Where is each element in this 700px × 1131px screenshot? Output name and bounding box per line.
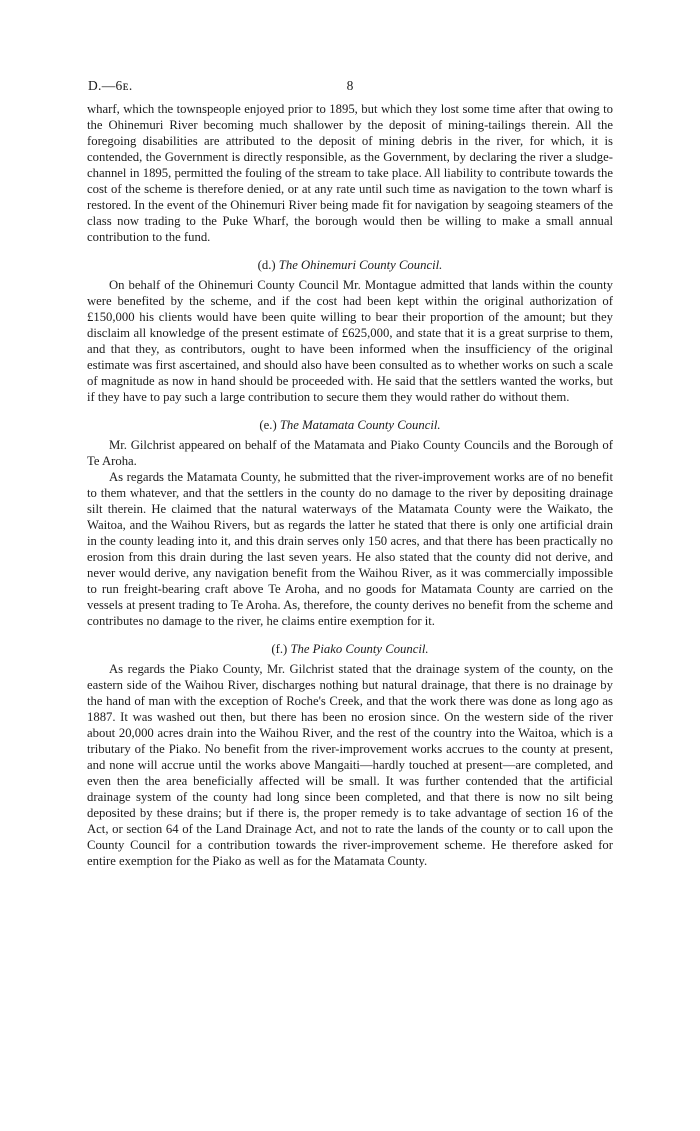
- document-code: D.—6ᴇ.: [88, 78, 133, 93]
- paragraph-ohinemuri: On behalf of the Ohinemuri County Council Mr. Montague admitted that lands within the county were benefited by the scheme, and if the cost had been kept within the original authorization of £150,000 his clients would have been quite willing to bear their proportion of the amount; but they disclaim all knowledge of the present estimate of £625,000, and state that it is a great surprise to them, and that they, as contributors, ought to have been informed when the insufficiency of the original estimate was first ascertained, and should also have been consulted as to whether works on such a scale of magnitude as now in hand should be proceeded with. He said that the settlers wanted the works, but if they have to pay such a large contribution to secure them they would rather do without them.: [87, 278, 613, 404]
- section-heading-ohinemuri: [87, 257, 613, 273]
- page-number: 8: [346, 78, 354, 93]
- section-label: (d.): [257, 258, 276, 272]
- page-header: [88, 78, 612, 96]
- section-heading-matamata: [87, 417, 613, 433]
- section-title: The Ohinemuri County Council.: [278, 258, 443, 272]
- paragraph-intro: wharf, which the townspeople enjoyed prior to 1895, but which they lost some time after that owing to the Ohinemuri River becoming much shallower by the deposit of mining-tailings therein. All the foregoing disabilities are attributed to the deposit of mining debris in the river, for which, it is contended, the Government is directly responsible, as the Government, by declaring the river a sludge-channel in 1895, permitted the fouling of the stream to take place. All liability to contribute towards the cost of the scheme is therefore denied, or at any rate until such time as navigation to the town wharf is restored. In the event of the Ohinemuri River being made fit for navigation by seagoing steamers of the class now trading to the Puke Wharf, the borough would then be willing to make a small annual contribution to the fund.: [87, 102, 613, 244]
- section-heading-piako: [87, 641, 613, 657]
- section-label: (e.): [259, 418, 277, 432]
- paragraph-matamata-1: Mr. Gilchrist appeared on behalf of the Matamata and Piako County Councils and the Borough of Te Aroha.: [87, 438, 613, 468]
- paragraph-piako: As regards the Piako County, Mr. Gilchrist stated that the drainage system of the county, on the eastern side of the Waihou River, discharges nothing but natural drainage, that there is no drainage by the hand of man with the exception of Roche's Creek, and that the work there was done as long ago as 1887. It was washed out then, but there has been no erosion since. On the western side of the river about 20,000 acres drain into the Waihou River, and the rest of the country into the Waitoa, which is a tributary of the Piako. No benefit from the river-improvement works accrues to the county at present, and none will accrue until the works above Mangaiti—hardly touched at present—are completed, and even then the area beneficially affected will be small. It was further contended that the artificial drainage system of the county had long since been completed, and that there is now no silt being deposited by these drains; but if there is, the proper remedy is to take advantage of section 16 of the Act, or section 64 of the Land Drainage Act, and not to rate the lands of the county or to call upon the County Council for a contribution towards the river-improvement scheme. He therefore asked for entire exemption for the Piako as well as for the Matamata County.: [87, 662, 613, 868]
- section-title: The Piako County Council.: [290, 642, 429, 656]
- document-body: [87, 101, 613, 869]
- section-title: The Matamata County Council.: [279, 418, 441, 432]
- section-label: (f.): [271, 642, 288, 656]
- paragraph-matamata-2: As regards the Matamata County, he submitted that the river-improvement works are of no benefit to them whatever, and that the settlers in the county do no damage to the river by depositing drainage silt therein. He claimed that the natural waterways of the Matamata County were the Waikato, the Waitoa, and the Waihou Rivers, but as regards the latter he stated that there is only one artificial drain in the county leading into it, and this drain serves only 150 acres, and that there has been practically no erosion from this drain during the last seven years. He also stated that the county did not derive, and never would derive, any navigation benefit from the Waihou River, as it was commercially impossible to run freight-bearing craft above Te Aroha, and no goods for Matamata County are carried on the vessels at present trading to Te Aroha. As, therefore, the county derives no benefit from the scheme and contributes no damage to the river, he claims entire exemption for it.: [87, 470, 613, 628]
